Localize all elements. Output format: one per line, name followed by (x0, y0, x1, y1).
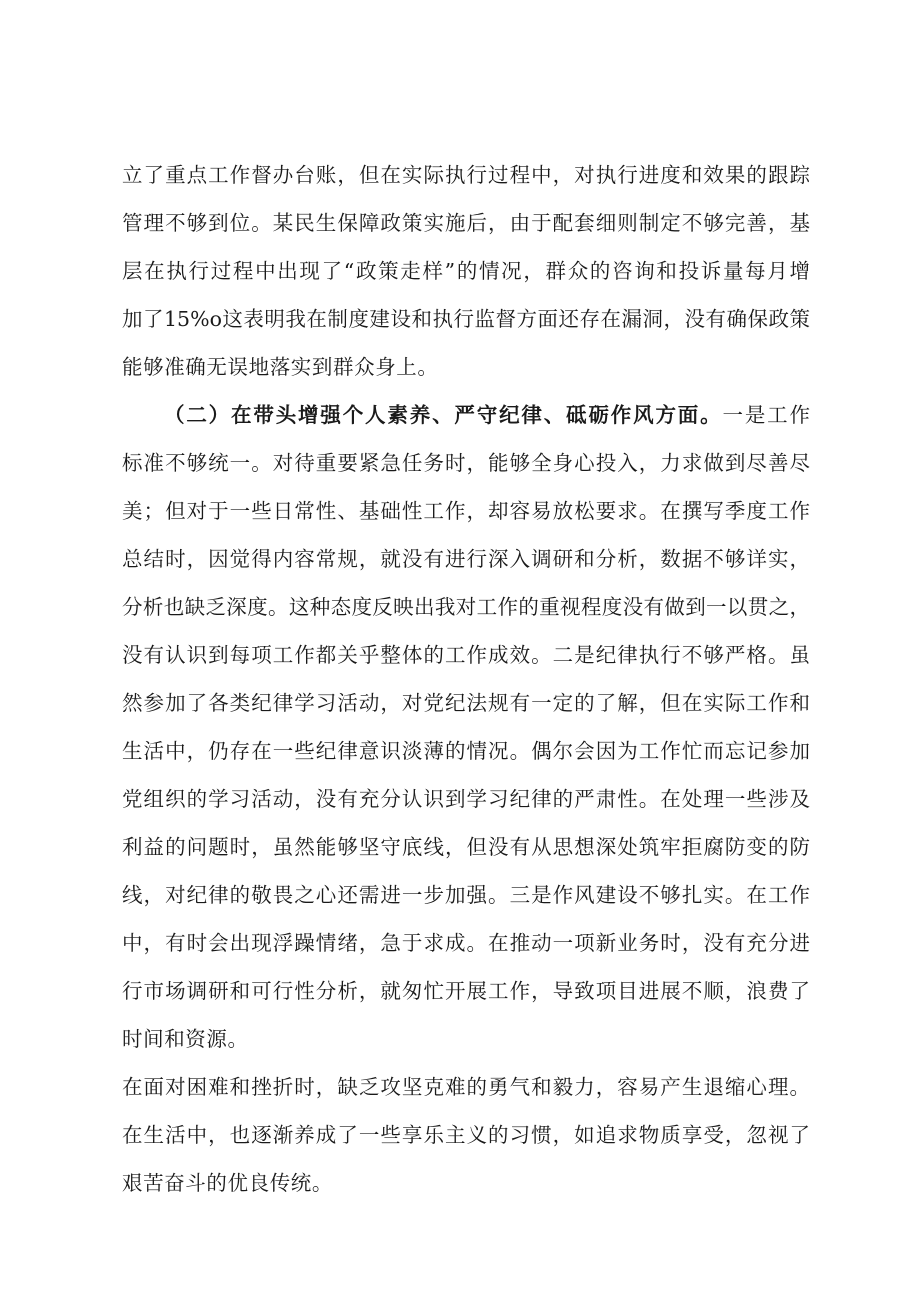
text-line: 利益的问题时，虽然能够坚守底线，但没有从思想深处筑牢拒腐防变的防 (122, 835, 810, 859)
text-line: 生活中，仍存在一些纪律意识淡薄的情况。偶尔会因为工作忙而忘记参加 (122, 739, 810, 763)
text-line: 分析也缺乏深度。这种态度反映出我对工作的重视程度没有做到一以贯之， (122, 595, 810, 619)
text-line: 加了15%o这表明我在制度建设和执行监督方面还存在漏洞，没有确保政策 (122, 307, 810, 331)
text-line: 党组织的学习活动，没有充分认识到学习纪律的严肃性。在处理一些涉及 (122, 787, 810, 811)
text-line: 立了重点工作督办台账，但在实际执行过程中，对执行进度和效果的跟踪 (122, 163, 810, 187)
text-line: 在生活中，也逐渐养成了一些享乐主义的习惯，如追求物质享受，忽视了 (122, 1123, 810, 1147)
text-line: 美；但对于一些日常性、基础性工作，却容易放松要求。在撰写季度工作 (122, 499, 810, 523)
text-line: 在面对困难和挫折时，缺乏攻坚克难的勇气和毅力，容易产生退缩心理。 (122, 1075, 810, 1099)
text-line: 然参加了各类纪律学习活动，对党纪法规有一定的了解，但在实际工作和 (122, 691, 810, 715)
text-line: 能够准确无误地落实到群众身上。 (122, 355, 439, 379)
text-line: 总结时，因觉得内容常规，就没有进行深入调研和分析，数据不够详实， (122, 547, 810, 571)
text-line: 管理不够到位。某民生保障政策实施后，由于配套细则制定不够完善，基 (122, 211, 810, 235)
text-line: 线，对纪律的敬畏之心还需进一步加强。三是作风建设不够扎实。在工作 (122, 883, 810, 907)
section-heading-line (164, 400, 810, 430)
heading-continuation: 一是工作 (722, 403, 811, 427)
text-line: 层在执行过程中出现了“政策走样”的情况，群众的咨询和投诉量每月增 (122, 259, 810, 283)
text-line: 没有认识到每项工作都关乎整体的工作成效。二是纪律执行不够严格。虽 (122, 643, 810, 667)
text-line: 艰苦奋斗的优良传统。 (122, 1171, 333, 1195)
text-line: 标准不够统一。对待重要紧急任务时，能够全身心投入，力求做到尽善尽 (122, 451, 810, 475)
text-line: 行市场调研和可行性分析，就匆忙开展工作，导致项目进展不顺，浪费了 (122, 979, 810, 1003)
section-heading: （二）在带头增强个人素养、严守纪律、砥砺作风方面。 (164, 403, 723, 427)
text-line: 时间和资源。 (122, 1027, 249, 1051)
text-line: 中，有时会出现浮躁情绪，急于求成。在推动一项新业务时，没有充分进 (122, 931, 810, 955)
